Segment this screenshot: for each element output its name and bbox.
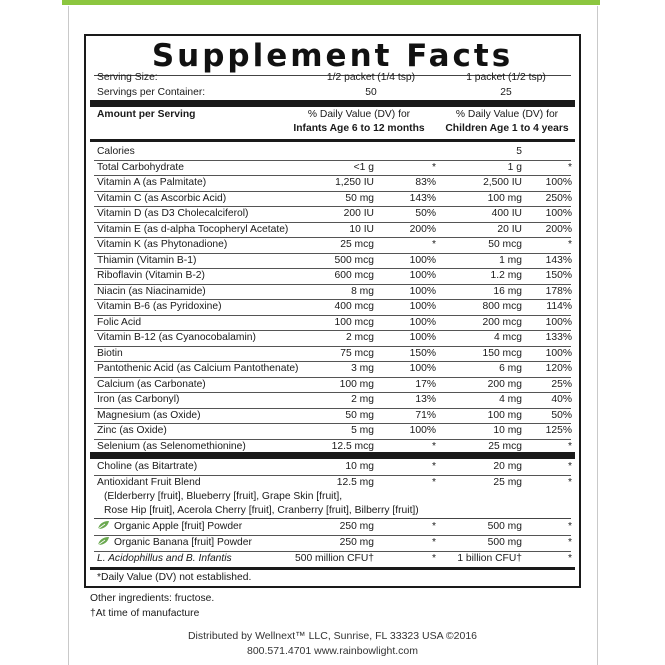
amount-infant: 10 mg [345,461,374,472]
dv-infant: * [431,161,436,173]
dv-infant: 83% [415,177,436,188]
amount-infant: 75 mcg [340,347,374,359]
child-group-label: Children Age 1 to 4 years [445,123,569,134]
table-row [94,392,571,409]
table-row-probiotic [94,551,571,567]
table-row-fruit-blend [94,475,571,491]
amount-child: 1.2 mg [490,270,522,281]
nutrient-name [97,535,252,551]
fruit-blend-components-line-1: (Elderberry [fruit], Blueberry [fruit], Grape Skin [fruit], [104,491,343,502]
medium-divider-2 [90,567,575,570]
servings-per-container-infant: 50 [365,87,377,98]
dv-infant: 200% [409,223,436,235]
amount-child: 20 IU [497,223,522,235]
dv-infant: * [431,239,436,250]
dv-label-child: % Daily Value (DV) for [455,109,559,120]
amount-child: 10 mg [493,425,522,436]
table-row [94,237,571,254]
amount-infant: 400 mcg [334,301,374,312]
amount-child: 100 mg [487,409,522,421]
dv-infant: * [431,440,436,452]
dv-child: 100% [545,347,572,359]
table-row [94,160,571,177]
dv-child: 200% [545,223,572,235]
amount-child: 2,500 IU [483,177,522,188]
nutrient-name: Choline (as Bitartrate) [97,461,198,472]
nutrient-name: Riboflavin (Vitamin B-2) [97,270,205,281]
dv-infant: 100% [409,254,436,266]
amount-infant: 100 mg [339,378,374,390]
amount-child: 4 mcg [493,332,522,343]
amount-child: 25 mcg [488,440,522,452]
nutrient-name: Calcium (as Carbonate) [97,378,206,390]
amount-child: 1 mg [499,254,522,266]
table-row [94,299,571,316]
nutrient-name: Zinc (as Oxide) [97,425,167,436]
nutrient-name: Selenium (as Selenomethionine) [97,440,246,452]
thick-divider [90,100,575,107]
dv-infant: 100% [409,285,436,297]
amount-infant: 1,250 IU [335,177,374,188]
table-row [94,191,571,208]
dv-child: * [567,521,572,532]
dv-child: * [567,440,572,452]
facts-title: Supplement Facts [151,38,514,74]
dv-infant: 143% [409,192,436,204]
amount-infant: 500 mcg [334,254,374,266]
amount-infant: 12.5 mg [336,477,374,488]
nutrient-name: Iron (as Carbonyl) [97,394,180,405]
amount-infant: 50 mg [345,192,374,204]
amount-child: 50 mcg [488,239,522,250]
nutrient-name: Biotin [97,347,123,359]
amount-child: 200 mg [487,378,522,390]
nutrient-name: Vitamin B-6 (as Pyridoxine) [97,301,222,312]
dv-child: * [567,553,572,564]
nutrient-name: Vitamin E (as d-alpha Tocopheryl Acetate) [97,223,289,235]
contact-info: 800.571.4701 www.rainbowlight.com [246,645,419,657]
dv-infant: * [431,461,436,472]
dv-child: 143% [545,254,572,266]
table-row [94,284,571,301]
dv-infant: * [431,521,436,532]
table-row [94,423,571,440]
organic-leaf-icon [97,520,111,530]
nutrient-name: Magnesium (as Oxide) [97,409,201,421]
amount-infant: 500 million CFU† [295,553,374,564]
amount-infant: 10 IU [349,223,374,235]
amount-infant: 2 mg [351,394,374,405]
amount-child: 200 mcg [482,316,522,328]
dv-infant: 100% [409,270,436,281]
amount-infant: 100 mcg [334,316,374,328]
dv-child: * [567,239,572,250]
organic-leaf-icon [97,536,111,546]
thick-divider-2 [90,452,575,459]
amount-infant: 5 mg [351,425,374,436]
dv-child: 100% [545,316,572,328]
nutrient-label: Organic Banana [fruit] Powder [114,537,252,548]
distributor-info: Distributed by Wellnext™ LLC, Sunrise, FL 33323 USA ©2016 [187,630,478,642]
table-row [94,206,571,223]
dv-infant: 50% [415,208,436,219]
nutrient-name: Pantothenic Acid (as Calcium Pantothenate) [97,363,299,374]
table-row [94,222,571,239]
top-accent-bar [62,0,600,5]
amount-per-serving-label: Amount per Serving [97,109,196,120]
nutrient-name: Vitamin B-12 (as Cyanocobalamin) [97,332,256,343]
dv-infant: * [431,553,436,564]
amount-child: 20 mg [493,461,522,472]
servings-per-container-label: Servings per Container: [97,87,206,98]
dv-child: 150% [545,270,572,281]
amount-child: 5 [516,146,522,157]
amount-infant: 2 mcg [345,332,374,343]
dv-label-infant: % Daily Value (DV) for [307,109,411,120]
table-row [94,330,571,347]
dv-child: 40% [551,394,572,405]
nutrient-name: Total Carbohydrate [97,161,185,173]
nutrient-name: Vitamin D (as D3 Cholecalciferol) [97,208,249,219]
dv-infant: 100% [409,332,436,343]
dv-child: 25% [551,378,572,390]
serving-size-label: Serving Size: [97,72,158,83]
nutrient-label: Organic Apple [fruit] Powder [114,521,243,532]
nutrient-name: Niacin (as Niacinamide) [97,285,206,297]
medium-divider [90,139,575,142]
table-row [94,408,571,425]
supplement-facts-box [84,34,581,588]
amount-child: 1 g [507,161,522,173]
amount-child: 16 mg [493,285,522,297]
dv-child: * [567,477,572,488]
amount-infant: 600 mcg [334,270,374,281]
table-row-choline [94,459,571,476]
amount-infant: 12.5 mcg [331,440,374,452]
dv-child: * [567,461,572,472]
dv-child: 250% [545,192,572,204]
dv-child: 114% [546,301,572,312]
amount-child: 800 mcg [482,301,522,312]
dv-child: 133% [545,332,572,343]
dv-child: 100% [545,177,572,188]
amount-infant: 3 mg [351,363,374,374]
amount-infant: 200 IU [343,208,374,219]
amount-child: 1 billion CFU† [457,553,522,564]
dv-child: 178% [545,285,572,297]
nutrient-name: Folic Acid [97,316,142,328]
nutrient-name: Antioxidant Fruit Blend [97,477,201,488]
amount-child: 400 IU [491,208,522,219]
amount-child: 6 mg [499,363,522,374]
dv-infant: 100% [409,316,436,328]
table-row [94,346,571,363]
dv-child: * [567,537,572,548]
nutrient-name [97,519,242,535]
table-row [94,315,571,332]
dv-infant: 17% [415,378,436,390]
dv-infant: 71% [415,409,436,421]
table-row [94,377,571,394]
serving-size-infant: 1/2 packet (1/4 tsp) [326,72,416,83]
nutrient-name: Vitamin K (as Phytonadione) [97,239,228,250]
table-row [94,253,571,270]
dv-infant: 100% [409,425,436,436]
amount-child: 500 mg [487,521,522,532]
amount-child: 25 mg [493,477,522,488]
amount-infant: 250 mg [339,537,374,548]
table-row [94,268,571,285]
dv-child: 120% [545,363,572,374]
nutrient-name: L. Acidophillus and B. Infantis [97,553,232,564]
amount-infant: <1 g [353,161,374,173]
infant-group-label: Infants Age 6 to 12 months [293,123,425,134]
servings-per-container-child: 25 [500,87,512,98]
dv-infant: 100% [409,301,436,312]
nutrient-name: Thiamin (Vitamin B-1) [97,254,197,266]
amount-infant: 8 mg [351,285,374,297]
other-ingredients: Other ingredients: fructose. [90,593,215,604]
daily-value-footnote: *Daily Value (DV) not established. [97,572,252,583]
dv-infant: 150% [409,347,436,359]
amount-child: 100 mg [487,192,522,204]
amount-child: 150 mcg [482,347,522,359]
fruit-blend-components-line-2: Rose Hip [fruit], Acerola Cherry [fruit], Cranberry [fruit], Bilberry [fruit]) [104,505,419,516]
table-row-apple [94,519,571,536]
amount-infant: 250 mg [339,521,374,532]
dv-infant: * [431,537,436,548]
dv-child: 100% [545,208,572,219]
dv-infant: 100% [409,363,436,374]
table-row [94,144,571,161]
amount-infant: 25 mcg [340,239,374,250]
dv-child: 125% [545,425,572,436]
table-row [94,361,571,378]
dv-child: 50% [551,409,572,421]
dv-infant: 13% [415,394,436,405]
serving-size-child: 1 packet (1/2 tsp) [466,72,546,83]
dv-infant: * [431,477,436,488]
nutrient-name: Vitamin A (as Palmitate) [97,177,207,188]
amount-infant: 50 mg [345,409,374,421]
nutrient-name: Vitamin C (as Ascorbic Acid) [97,192,227,204]
amount-child: 4 mg [499,394,522,405]
amount-child: 500 mg [487,537,522,548]
table-row-banana [94,535,571,552]
nutrient-name: Calories [97,146,135,157]
table-row [94,175,571,192]
dagger-footnote: †At time of manufacture [90,608,200,619]
dv-child: * [567,161,572,173]
